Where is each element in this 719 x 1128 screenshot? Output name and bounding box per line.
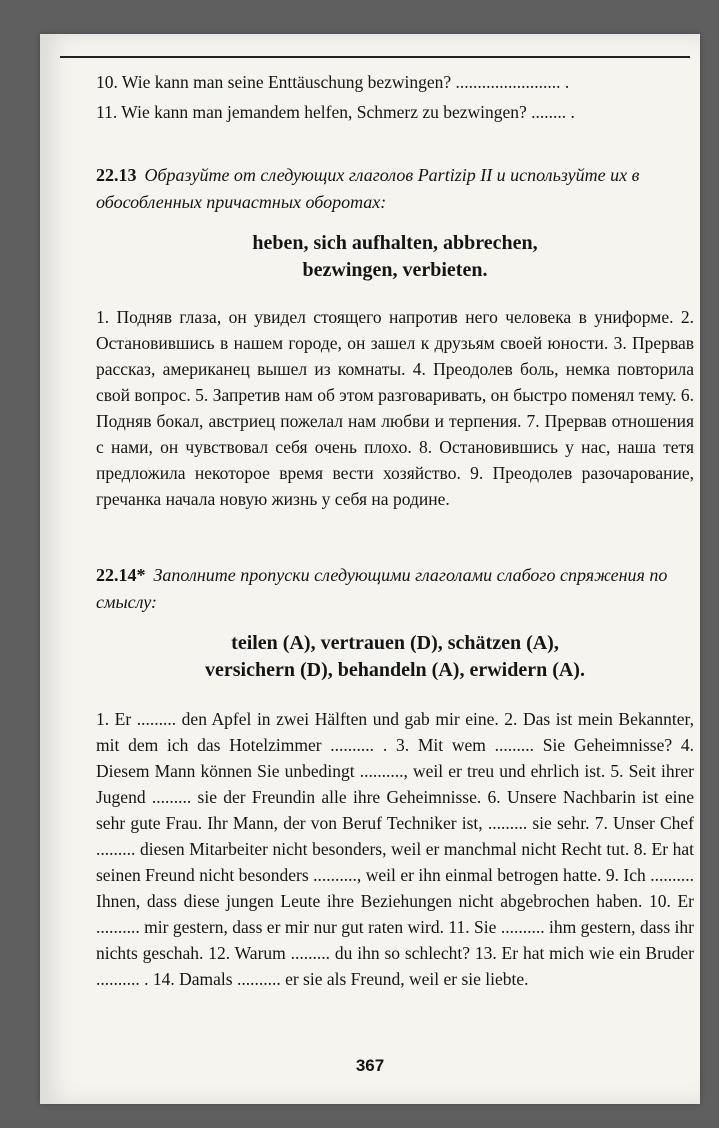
question-11: 11. Wie kann man jemandem helfen, Schmerz zu bezwingen? ........ . bbox=[96, 102, 575, 122]
exercise-22-14-text: 1. Er ......... den Apfel in zwei Hälften und gab mir eine. 2. Das ist mein Bekannter, mit dem ich das Hotelzimmer .......... . 3. Mit wem ......... Sie Geheimnisse? 4. Diesem Mann können Sie unbedingt .........., weil er treu und ehrlich ist. 5. Seit ihrer Jugend ......... sie der Freundin alle ihre Geheimnisse. 6. Unsere Nachbarin ist eine sehr gute Frau. Ihr Mann, der von Beruf Techniker ist, ......... sie sehr. 7. Unser Chef ......... diesen Mitarbeiter nicht besonders, weil er manchmal nicht Recht tut. 8. Er hat seinen Freund nicht besonders .........., weil er ihn einmal betrogen hatte. 9. Ich .......... Ihnen, dass diese jungen Leute ihre Beziehungen nicht abgebrochen haben. 10. Er .......... mir gestern, dass er mir nur gut raten wird. 11. Sie .......... ihm gestern, dass ihr nichts geschah. 12. Warum ......... du ihn so schlecht? 13. Er hat mich wie ein Bruder .......... . 14. Damals .......... er sie als Freund, weil er sie liebte. bbox=[96, 709, 694, 989]
exercise-22-14-header bbox=[96, 562, 696, 616]
verb-list-line-2: bezwingen, verbieten. bbox=[302, 259, 488, 281]
exercise-instruction: Образуйте от следующих глаголов Partizip II и используйте их в обособленных причастных оборотах: bbox=[96, 165, 640, 212]
exercise-number: 22.13 bbox=[96, 165, 137, 185]
question-10: 10. Wie kann man seine Enttäuschung bezwingen? ........................ . bbox=[96, 72, 570, 92]
top-rule bbox=[60, 56, 690, 58]
book-page bbox=[40, 34, 700, 1104]
verb-list-line-1: heben, sich aufhalten, abbrechen, bbox=[252, 232, 538, 254]
verb-list-line-1: teilen (A), vertrauen (D), schätzen (A), bbox=[231, 632, 559, 654]
page-number: 367 bbox=[355, 1056, 385, 1075]
exercise-22-13-text: 1. Подняв глаза, он увидел стоящего напротив него человека в униформе. 2. Остановившись в нашем городе, он зашел к друзьям своей юности. 3. Прервав рассказ, американец вышел из комнаты. 4. Преодолев боль, немка повторила свой вопрос. 5. Запретив нам об этом разговаривать, он быстро поменял тему. 6. Подняв бокал, австриец пожелал нам любви и терпения. 7. Прервав отношения с нами, он чувствовал себя очень плохо. 8. Остановившись у нас, наша тетя предложила некоторое время вести хозяйство. 9. Преодолев разочарование, гречанка начала новую жизнь у себя на родине. bbox=[96, 307, 694, 509]
exercise-number: 22.14* bbox=[96, 565, 146, 585]
exercise-instruction: Заполните пропуски следующими глаголами слабого спряжения по смыслу: bbox=[96, 565, 668, 612]
verb-list-line-2: versichern (D), behandeln (A), erwidern (A). bbox=[205, 659, 585, 681]
exercise-22-13-header bbox=[96, 162, 696, 216]
